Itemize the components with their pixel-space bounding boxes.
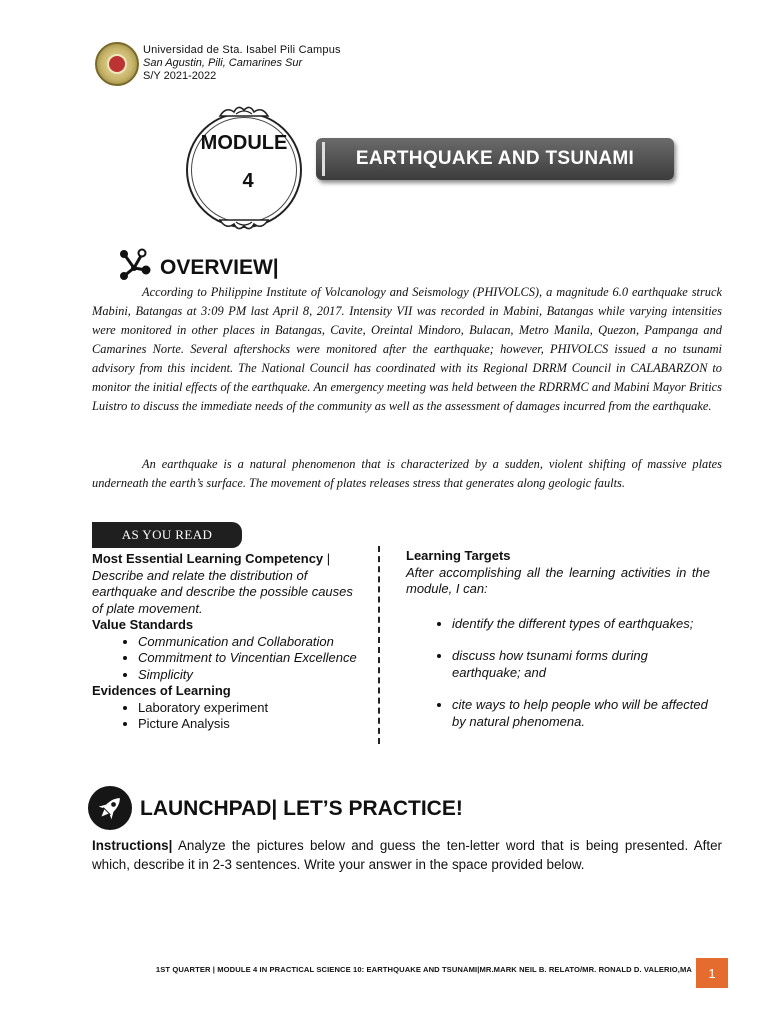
school-logo <box>95 42 139 86</box>
targets-heading: Learning Targets <box>406 548 511 563</box>
targets-intro: After accomplishing all the learning activities in the module, I can: <box>406 564 710 596</box>
school-name: Universidad de Sta. Isabel Pili Campus <box>143 44 341 56</box>
list-item: • Simplicity <box>138 667 364 684</box>
footer-text: 1ST QUARTER | MODULE 4 IN PRACTICAL SCIENCE 10: EARTHQUAKE AND TSUNAMI|MR.MARK NEIL B. RELATO/MR. RONALD D. VALERIO,MA <box>155 965 692 974</box>
list-item: • identify the different types of earthquakes; <box>452 616 710 633</box>
list-item: • Commitment to Vincentian Excellence <box>138 650 364 667</box>
school-year: S/Y 2021-2022 <box>143 70 217 82</box>
evidences-heading: Evidences of Learning <box>92 683 231 698</box>
list-item: • Laboratory experiment <box>138 700 364 717</box>
value-standards-heading: Value Standards <box>92 617 194 632</box>
as-you-read-label: AS YOU READ <box>92 522 242 548</box>
overview-paragraph-2: An earthquake is a natural phenomenon that is characterized by a sudden, violent shifting of massive plates underneath the earth’s surface. The movement of plates releases stress that generates along geologic faults. <box>92 457 722 490</box>
launchpad-heading: LAUNCHPAD| LET’S PRACTICE! <box>140 797 463 820</box>
evidences-list <box>92 700 364 733</box>
banner-accent <box>322 142 325 176</box>
school-address: San Agustin, Pili, Camarines Sur <box>143 57 303 69</box>
network-icon <box>118 248 152 282</box>
value-standards-list <box>92 634 364 684</box>
module-title-banner <box>316 138 674 180</box>
cloud-ornament-top <box>218 104 270 118</box>
instructions <box>92 836 722 874</box>
melc-text: Describe and relate the distribution of earthquake and describe the possible causes of plate movement. <box>92 567 353 616</box>
list-item: • discuss how tsunami forms during earthquake; and <box>452 648 710 681</box>
list-item: • Picture Analysis <box>138 716 364 733</box>
competency-column <box>92 551 364 733</box>
cloud-ornament-bottom <box>218 218 270 232</box>
module-title: EARTHQUAKE AND TSUNAMI <box>355 148 635 169</box>
module-label: MODULE <box>200 132 288 154</box>
page-number: 1 <box>696 958 728 988</box>
overview-heading: OVERVIEW| <box>160 256 279 279</box>
list-item: • cite ways to help people who will be affected by natural phenomena. <box>452 697 710 730</box>
melc-heading: Most Essential Learning Competency | <box>92 551 331 566</box>
instructions-label: Instructions| <box>92 838 173 853</box>
overview-paragraph-1: According to Philippine Institute of Volcanology and Seismology (PHIVOLCS), a magnitude 6.0 earthquake struck Mabini, Batangas at 3:09 PM last April 8, 2017. Intensity VII was recorded in Mabini, Batangas while varying intensities were monitored in other places in Batangas, Cavite, Oreintal Mindoro, Bulacan, Metro Manila, Quezon, Pampanga and Camarines Norte. Several aftershocks were monitored after the earthquake; however, PHIVOLCS issued a no tsunami advisory from this incident. The National Council has coordinated with its Regional DRRM Council in CALABARZON to monitor the initial effects of the earthquake. An emergency meeting was held between the RDRRMC and Mabini Mayor Britics Luistro to discuss the immediate needs of the community as well as the assessment of damages incurred from the earthquake. <box>92 285 722 413</box>
column-divider <box>378 546 380 744</box>
rocket-icon <box>88 786 132 830</box>
list-item: • Communication and Collaboration <box>138 634 364 651</box>
targets-list <box>406 616 710 731</box>
module-number: 4 <box>242 170 254 192</box>
targets-column <box>406 548 710 746</box>
instructions-text: Analyze the pictures below and guess the ten-letter word that is being presented. After which, describe it in 2-3 sentences. Write your answer in the space provided below. <box>92 838 722 872</box>
